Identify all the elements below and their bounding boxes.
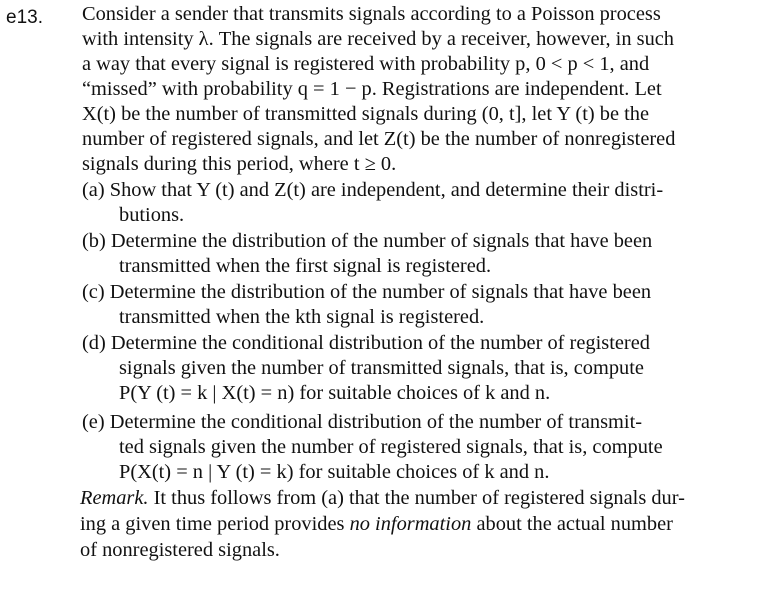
part-c-line-1: (c) Determine the distribution of the number of signals that have been: [82, 281, 652, 303]
problem-number: e13.: [6, 7, 43, 28]
part-e-line-3: P(X(t) = n | Y (t) = k) for suitable choices of k and n.: [119, 461, 550, 483]
intro-line-4: “missed” with probability q = 1 − p. Registrations are independent. Let: [82, 78, 662, 100]
remark-line-2: [80, 512, 673, 537]
part-e-line-1: (e) Determine the conditional distribution of the number of transmit-: [82, 411, 643, 433]
part-d-line-1: (d) Determine the conditional distribution of the number of registered: [82, 332, 650, 354]
part-c-line-2: transmitted when the kth signal is registered.: [119, 306, 485, 328]
part-e-line-2: ted signals given the number of registered signals, that is, compute: [119, 436, 663, 458]
remark-label: Remark.: [80, 487, 149, 509]
part-b-line-2: transmitted when the first signal is registered.: [119, 255, 492, 277]
intro-line-6: number of registered signals, and let Z(t) be the number of nonregistered: [82, 128, 676, 150]
part-b-line-1: (b) Determine the distribution of the number of signals that have been: [82, 230, 653, 252]
part-d-line-2: signals given the number of transmitted signals, that is, compute: [119, 357, 644, 379]
part-d-line-3: P(Y (t) = k | X(t) = n) for suitable choices of k and n.: [119, 382, 551, 404]
intro-line-2: with intensity λ. The signals are received by a receiver, however, in such: [82, 28, 675, 50]
remark-line-1-text: It thus follows from (a) that the number of registered signals dur-: [148, 487, 685, 509]
intro-line-7: signals during this period, where t ≥ 0.: [82, 153, 397, 175]
remark-emphasis: no information: [349, 513, 472, 535]
intro-line-1: Consider a sender that transmits signals according to a Poisson process: [82, 3, 661, 25]
remark-line-3: of nonregistered signals.: [80, 539, 280, 561]
remark-line-2-after: about the actual number: [471, 513, 673, 535]
remark-line-2-before: ing a given time period provides: [80, 513, 350, 535]
intro-line-3: a way that every signal is registered with probability p, 0 < p < 1, and: [82, 53, 650, 75]
intro-line-5: X(t) be the number of transmitted signals during (0, t], let Y (t) be the: [82, 103, 650, 125]
part-a-line-2: butions.: [119, 204, 185, 226]
remark-line-1: [80, 486, 685, 511]
part-a-line-1: (a) Show that Y (t) and Z(t) are independent, and determine their distri-: [82, 179, 664, 201]
